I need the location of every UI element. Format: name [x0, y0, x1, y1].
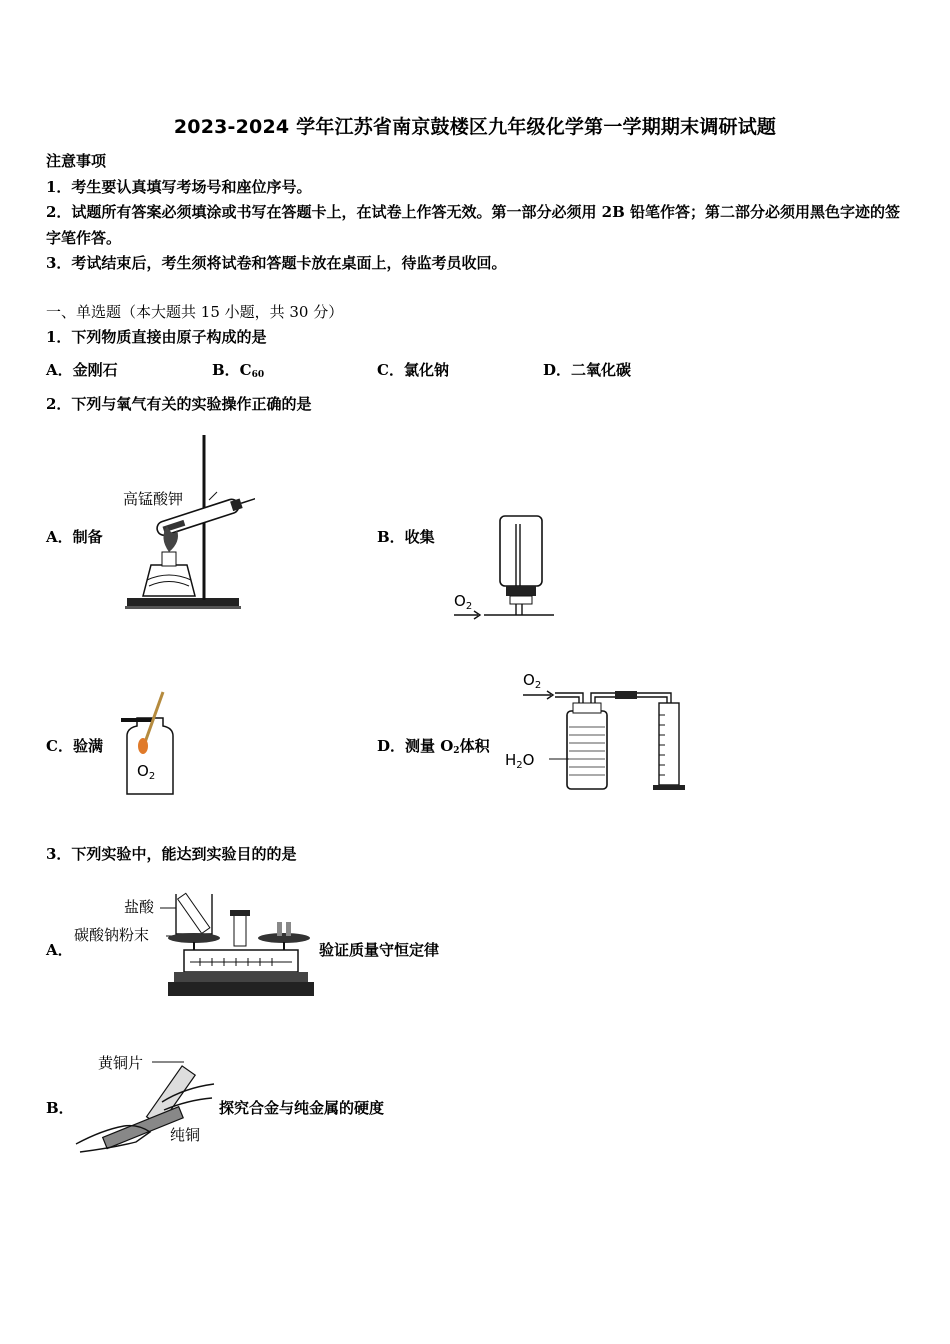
figure-q2-d-o2-label: $O_2$ — [523, 671, 542, 691]
notice-heading: 注意事项 — [46, 152, 107, 170]
figure-q3-b-hardness — [72, 1048, 222, 1158]
figure-q2-a-label: 高锰酸钾 — [123, 490, 184, 508]
figure-q2-b-collection — [448, 512, 560, 622]
q2-option-a-label: A．制备 — [46, 528, 103, 546]
figure-q3-b-brass-label: 黄铜片 — [98, 1054, 144, 1072]
q1-option-b: B．$C_{60}$ — [212, 361, 265, 380]
q2-option-c-label: C．验满 — [46, 737, 103, 755]
q3-option-b-label: B． — [46, 1099, 74, 1117]
page-title: 2023-2024 学年江苏省南京鼓楼区九年级化学第一学期期末调研试题 — [173, 116, 777, 138]
notice-item-2: 2．试题所有答案必须填涂或书写在答题卡上，在试卷上作答无效。第一部分必须用 2B 铅笔作答；第二部分必须用黑色字迹的签字笔作答。 — [46, 203, 901, 247]
figure-q2-d-measure — [503, 665, 688, 795]
q3-stem: 3．下列实验中，能达到实验目的的是 — [46, 845, 297, 863]
q3-option-a-text: 验证质量守恒定律 — [319, 941, 440, 959]
section-heading: 一、单选题（本大题共 15 小题，共 30 分） — [46, 303, 344, 321]
figure-q2-c-verify — [115, 688, 185, 800]
q1-stem: 1．下列物质直接由原子构成的是 — [46, 328, 267, 346]
figure-q3-a-balance — [72, 886, 314, 1004]
figure-q2-b-label: $O_2$ — [454, 592, 473, 612]
figure-q2-a-apparatus — [115, 430, 255, 615]
notice-item-3: 3．考试结束后，考生须将试卷和答题卡放在桌面上，待监考员收回。 — [46, 254, 507, 272]
figure-q2-c-label: $O_2$ — [137, 762, 156, 782]
q2-stem: 2．下列与氧气有关的实验操作正确的是 — [46, 395, 312, 413]
figure-q2-d-h2o-label: $H_2O$ — [505, 751, 535, 771]
figure-q3-a-acid-label: 盐酸 — [124, 898, 155, 916]
q2-option-d-label: D．测量 $O_2$体积 — [377, 737, 490, 756]
q1-option-c: C．氯化钠 — [377, 361, 449, 379]
q2-option-b-label: B．收集 — [377, 528, 435, 546]
q3-option-a-label: A． — [46, 941, 73, 959]
q1-option-d: D．二氧化碳 — [543, 361, 632, 379]
figure-q3-b-copper-label: 纯铜 — [170, 1126, 201, 1144]
notice-item-1: 1．考生要认真填写考场号和座位序号。 — [46, 178, 312, 196]
q3-option-b-text: 探究合金与纯金属的硬度 — [219, 1099, 385, 1117]
q1-option-a: A．金刚石 — [46, 361, 118, 379]
figure-q3-a-powder-label: 碳酸钠粉末 — [74, 926, 150, 944]
